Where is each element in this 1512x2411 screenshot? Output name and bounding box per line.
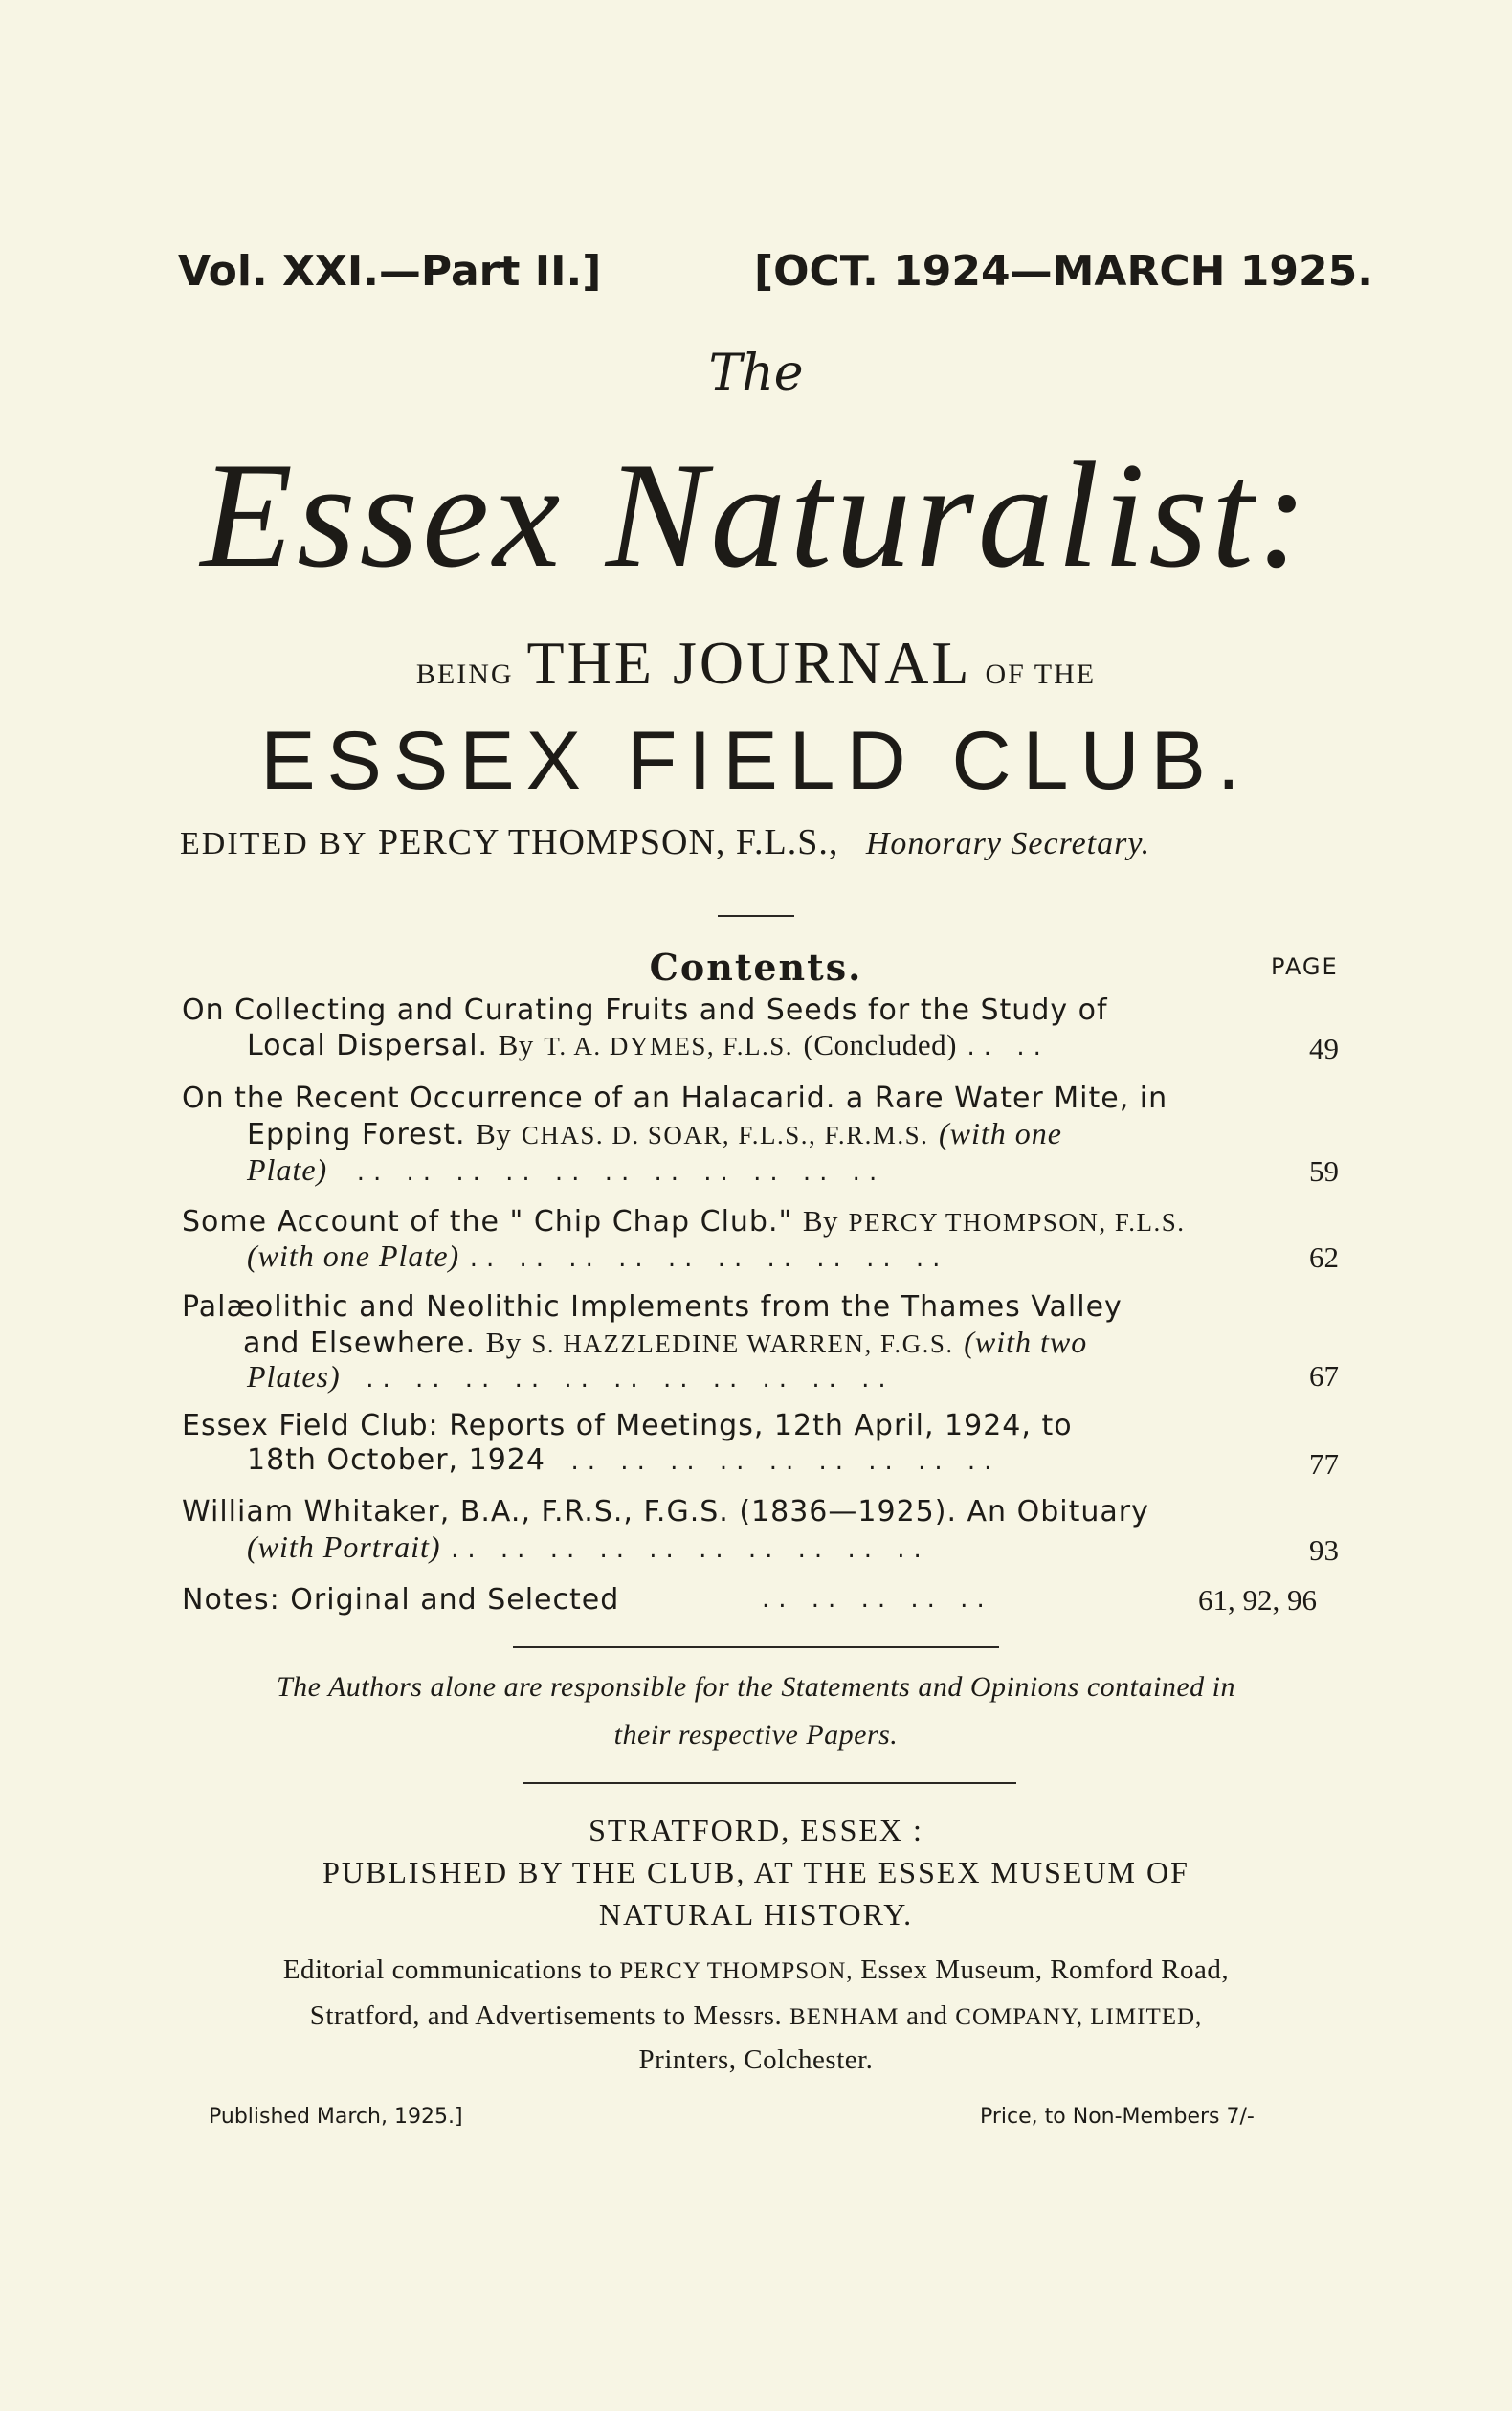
- club-name: ESSEX FIELD CLUB.: [260, 715, 1252, 807]
- toc-entry-3-line2: (with one Plate) .. .. .. .. .. .. .. .. .. ..: [247, 1239, 949, 1273]
- toc-entry-6-line2: (with Portrait) .. .. .. .. .. .. .. .. .. ..: [247, 1529, 930, 1564]
- divider-short: [718, 915, 794, 917]
- imprint-line2: PUBLISHED BY THE CLUB, AT THE ESSEX MUSEUM OF: [322, 1855, 1190, 1889]
- imprint-line3: NATURAL HISTORY.: [598, 1897, 914, 1931]
- toc-entry-2-line1: On the Recent Occurrence of an Halacarid. a Rare Water Mite, in: [182, 1082, 1168, 1115]
- editorial-line1: Editorial communications to PERCY THOMPSON, Essex Museum, Romford Road,: [282, 1954, 1230, 1985]
- toc-entry-2-line3: Plate) .. .. .. .. .. .. .. .. .. .. ..: [247, 1152, 886, 1187]
- toc-entry-5-line2: 18th October, 1924 .. .. .. .. .. .. .. .. ..: [247, 1443, 1001, 1477]
- toc-entry-7-page: 61, 92, 96: [1198, 1583, 1317, 1617]
- editor-name: PERCY THOMPSON, F.L.S.,: [377, 822, 839, 862]
- of-the-label: OF THE: [985, 659, 1097, 690]
- contents-heading: Contents.: [649, 946, 863, 989]
- editor-line: [180, 821, 1150, 863]
- edited-by-label: EDITED BY: [180, 826, 368, 861]
- imprint-line1: STRATFORD, ESSEX :: [589, 1813, 923, 1847]
- toc-entry-4-line2: and Elsewhere. By S. HAZZLEDINE WARREN, F.G.S. (with two: [243, 1325, 1088, 1360]
- page-column-label: PAGE: [1271, 953, 1339, 980]
- toc-entry-3-author: PERCY THOMPSON, F.L.S.: [848, 1208, 1186, 1237]
- toc-entry-1-page: 49: [1309, 1032, 1339, 1065]
- toc-entry-2-author: CHAS. D. SOAR, F.L.S., F.R.M.S.: [521, 1121, 929, 1150]
- toc-entry-5-line1: Essex Field Club: Reports of Meetings, 12th April, 1924, to: [182, 1409, 1073, 1442]
- toc-entry-2-page: 59: [1309, 1154, 1339, 1188]
- responsibility-line2: their respective Papers.: [613, 1719, 899, 1751]
- toc-entry-5-page: 77: [1309, 1447, 1339, 1481]
- volume-label: Vol. XXI.—Part II.]: [178, 247, 602, 296]
- published-date: Published March, 1925.]: [209, 2105, 463, 2129]
- toc-entry-7-dots: .. .. .. .. ..: [762, 1585, 993, 1614]
- journal-title: Essex Naturalist:: [200, 432, 1312, 599]
- title-article: The: [708, 345, 804, 402]
- toc-entry-6-line1: William Whitaker, B.A., F.R.S., F.G.S. (1836—1925). An Obituary: [182, 1495, 1149, 1529]
- toc-entry-4-page: 67: [1309, 1359, 1339, 1393]
- being-label: BEING: [415, 659, 514, 690]
- journal-label: THE JOURNAL: [526, 629, 972, 697]
- toc-entry-1-author: T. A. DYMES, F.L.S.: [544, 1032, 793, 1060]
- toc-entry-4-line1: Palæolithic and Neolithic Implements from the Thames Valley: [182, 1290, 1123, 1324]
- toc-entry-1-line1: On Collecting and Curating Fruits and Seeds for the Study of: [182, 993, 1108, 1027]
- toc-entry-4-line3: Plates) .. .. .. .. .. .. .. .. .. .. ..: [247, 1359, 895, 1394]
- issue-dates: [OCT. 1924—MARCH 1925.: [754, 247, 1373, 296]
- price-note: Price, to Non-Members 7/-: [980, 2105, 1255, 2129]
- editorial-line3: Printers, Colchester.: [638, 2044, 874, 2075]
- toc-entry-3-page: 62: [1309, 1240, 1339, 1274]
- toc-entry-6-page: 93: [1309, 1533, 1339, 1567]
- subtitle-line: [0, 628, 1512, 699]
- toc-entry-3-line1: Some Account of the " Chip Chap Club." By PERCY THOMPSON, F.L.S.: [182, 1204, 1186, 1239]
- responsibility-line1: The Authors alone are responsible for the Statements and Opinions contained in: [277, 1671, 1235, 1703]
- divider-lower: [523, 1782, 1016, 1784]
- toc-entry-4-author: S. HAZZLEDINE WARREN, F.G.S.: [531, 1329, 954, 1358]
- editorial-line2: Stratford, and Advertisements to Messrs. BENHAM and COMPANY, LIMITED,: [309, 2000, 1203, 2031]
- divider-mid: [513, 1646, 999, 1648]
- toc-entry-2-line2: Epping Forest. By CHAS. D. SOAR, F.L.S., F.R.M.S. (with one: [247, 1116, 1062, 1151]
- toc-entry-7-line1: Notes: Original and Selected: [182, 1583, 620, 1617]
- toc-entry-1-line2: Local Dispersal. By T. A. DYMES, F.L.S. (Concluded) .. ..: [247, 1028, 1050, 1062]
- editor-role: Honorary Secretary.: [865, 826, 1151, 861]
